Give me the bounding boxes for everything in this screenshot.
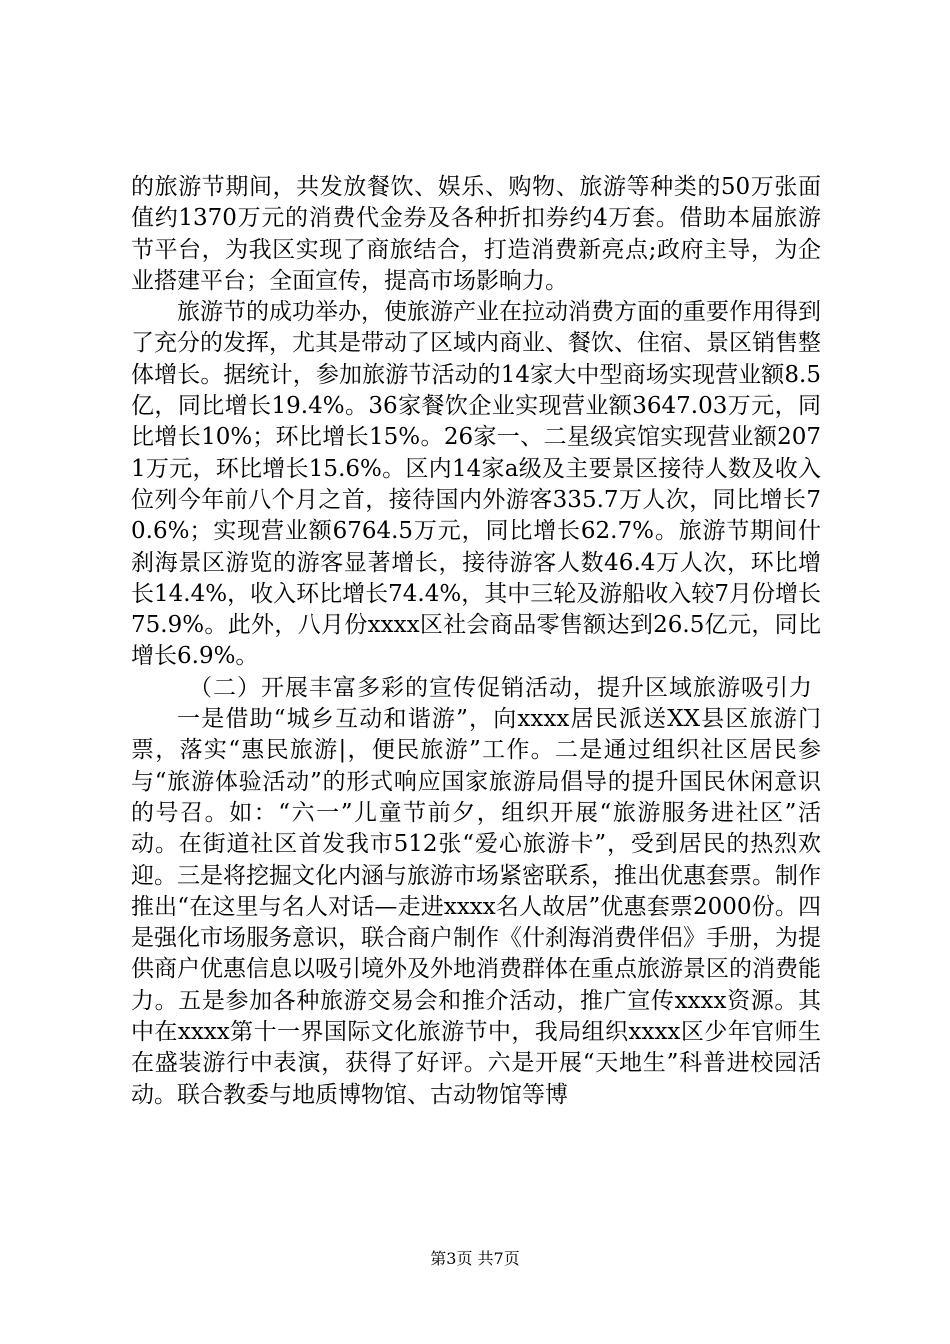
paragraph-voucher-summary: 的旅游节期间，共发放餐饮、娱乐、购物、旅游等种类的50万张面值约1370万元的消费代金券及各种折扣券约4万套。借助本届旅游节平台，为我区实现了商旅结合，打造消费新亮点;政府主导，为企业搭建平台；全面宣传，提高市场影晌力。 — [131, 174, 821, 294]
page-number-footer: 第3页 共7页 — [430, 1249, 520, 1268]
paragraph-consumption-statistics: 旅游节的成功举办，使旅游产业在拉动消费方面的重要作用得到了充分的发挥，尤其是带动了区域内商业、餐饮、住宿、景区销售整体增长。据统计，参加旅游节活动的14家大中型商场实现营业额8.5亿，同比增长19.4%。36家餐饮企业实现营业额3647.03万元，同比增长10%；环比增长15%。26家一、二星级宾馆实现营业额2071万元，环比增长15.6%。区内14家a级及主要景区接待人数及收入位列今年前八个月之首，接待国内外游客335.7万人次，同比增长70.6%；实现营业额6764.5万元，同比增长62.7%。旅游节期间什刹海景区游览的游客显著增长，接待游客人数46.4万人次，环比增长14.4%，收入环比增长74.4%，其中三轮及游船收入较7月份增长75.9%。此外，八月份xxxx区社会商品零售额达到26.5亿元，同比增长6.9%。 — [131, 299, 821, 670]
section-heading-promotion: （二）开展丰富多彩的宣传促销活动，提升区域旅游吸引力 — [189, 674, 813, 701]
paragraph-promotion-activities: 一是借助“城乡互动和谐游”，向xxxx居民派送XX县区旅游门票，落实“惠民旅游|，便民旅游”工作。二是通过组织社区居民参与“旅游体验活动”的形式响应国家旅游局倡导的提升国民休闲意识的号召。如：“六一”儿童节前夕，组织开展“旅游服务进社区”活动。在街道社区首发我市512张“爱心旅游卡”，受到居民的热烈欢迎。三是将挖掘文化内涵与旅游市场紧密联系，推出优惠套票。制作推出“在这里与名人对话—走进xxxx名人故居”优惠套票2000份。四是强化市场服务意识，联合商户制作《什刹海消费伴侣》手册，为提供商户优惠信息以吸引境外及外地消费群体在重点旅游景区的消费能力。五是参加各种旅游交易会和推介活动，推广宣传xxxx资源。其中在xxxx第十一界国际文化旅游节中，我局组织xxxx区少年官师生在盛装游行中表演，获得了好评。六是开展“天地生”科普进校园活动。联合教委与地质博物馆、古动物馆等博 — [131, 706, 821, 1108]
document-body — [131, 172, 821, 1111]
